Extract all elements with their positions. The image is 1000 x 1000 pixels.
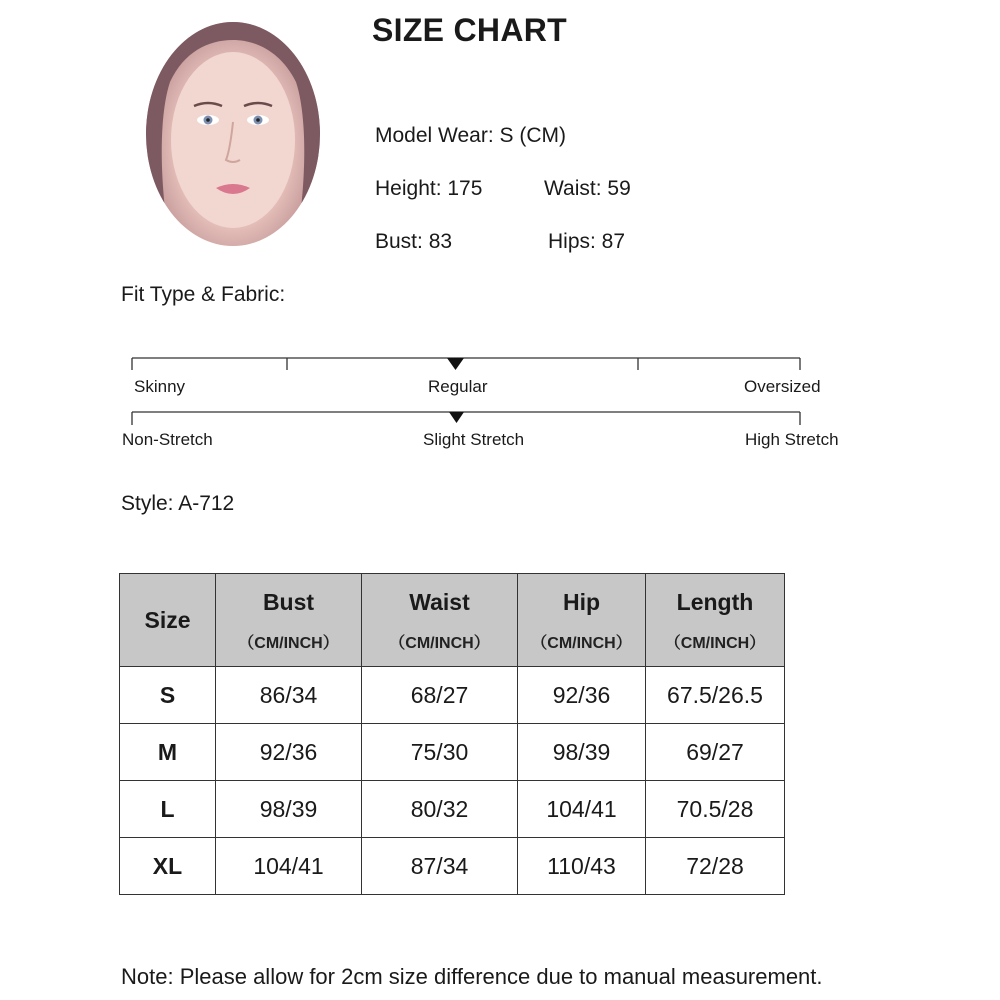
hip-cell: 92/36	[518, 667, 646, 724]
hip-cell: 98/39	[518, 724, 646, 781]
size-cell: L	[120, 781, 216, 838]
header-hip: Hip （CM/INCH）	[518, 574, 646, 667]
model-portrait	[146, 22, 320, 246]
measurement-note: Note: Please allow for 2cm size difference due to manual measurement.	[121, 964, 823, 989]
bust-cell: 86/34	[216, 667, 362, 724]
model-height: Height: 175	[375, 177, 483, 200]
table-row	[120, 838, 785, 895]
fit-label-skinny: Skinny	[134, 377, 186, 396]
stretch-selected-marker	[449, 412, 464, 423]
model-waist: Waist: 59	[544, 177, 631, 200]
fit-selected-marker	[447, 358, 464, 370]
fit-scale	[120, 350, 820, 380]
stretch-label-high: High Stretch	[745, 430, 839, 449]
size-cell: S	[120, 667, 216, 724]
length-cell: 69/27	[646, 724, 785, 781]
size-table	[119, 573, 785, 895]
fit-type-label: Fit Type & Fabric:	[121, 283, 286, 306]
hip-cell: 110/43	[518, 838, 646, 895]
page-title: SIZE CHART	[372, 12, 567, 48]
header-waist: Waist （CM/INCH）	[362, 574, 518, 667]
bust-cell: 104/41	[216, 838, 362, 895]
model-wear: Model Wear: S (CM)	[375, 124, 566, 147]
waist-cell: 68/27	[362, 667, 518, 724]
table-header-row	[120, 574, 785, 667]
table-row	[120, 781, 785, 838]
model-bust: Bust: 83	[375, 230, 453, 253]
fit-label-oversized: Oversized	[744, 377, 821, 396]
length-cell: 72/28	[646, 838, 785, 895]
header-length: Length （CM/INCH）	[646, 574, 785, 667]
waist-cell: 80/32	[362, 781, 518, 838]
table-row	[120, 724, 785, 781]
header-size: Size	[120, 574, 216, 667]
fit-label-regular: Regular	[428, 377, 488, 396]
size-cell: M	[120, 724, 216, 781]
model-hips: Hips: 87	[548, 230, 626, 253]
length-cell: 70.5/28	[646, 781, 785, 838]
bust-cell: 92/36	[216, 724, 362, 781]
stretch-label-non: Non-Stretch	[122, 430, 213, 449]
table-row	[120, 667, 785, 724]
bust-cell: 98/39	[216, 781, 362, 838]
length-cell: 67.5/26.5	[646, 667, 785, 724]
waist-cell: 87/34	[362, 838, 518, 895]
style-code: Style: A-712	[121, 492, 235, 515]
stretch-label-slight: Slight Stretch	[423, 430, 525, 449]
header-bust: Bust （CM/INCH）	[216, 574, 362, 667]
waist-cell: 75/30	[362, 724, 518, 781]
size-cell: XL	[120, 838, 216, 895]
hip-cell: 104/41	[518, 781, 646, 838]
